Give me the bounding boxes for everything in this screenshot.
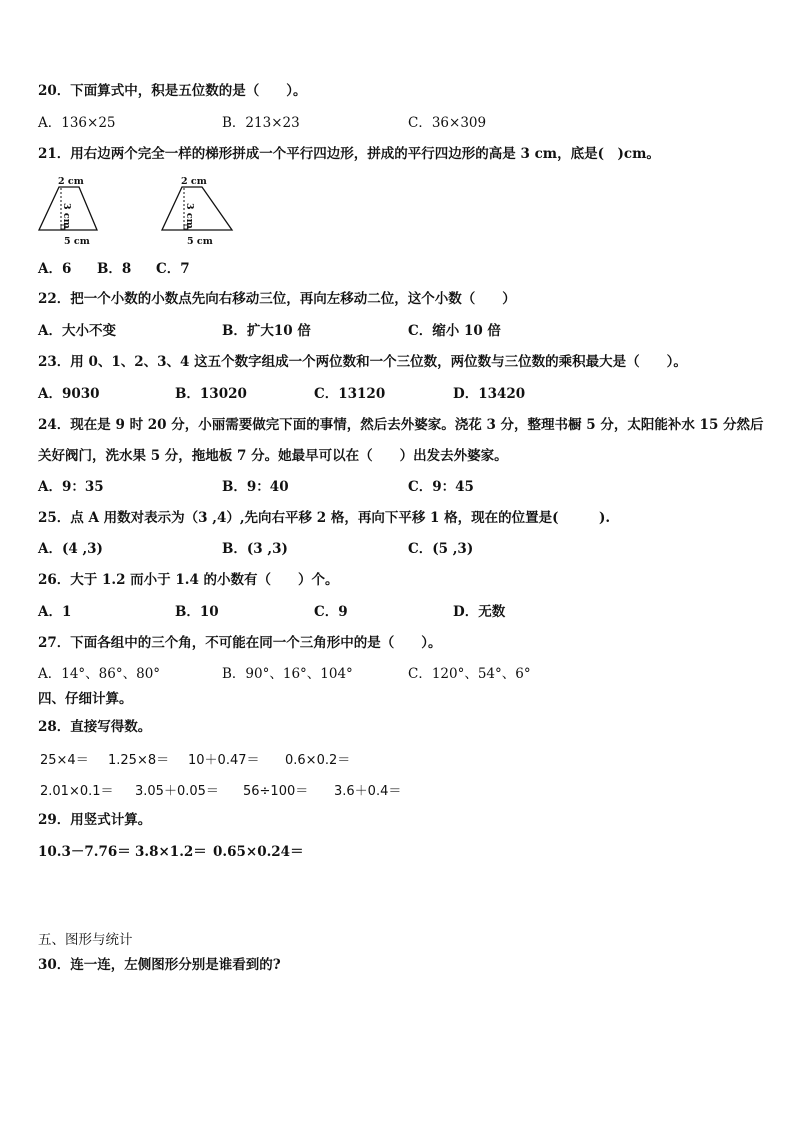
q23-stem: 23．用 0、1、2、3、4 这五个数字组成一个两位数和一个三位数，两位数与三位数的乘积最大是（ ）。: [38, 354, 687, 370]
q23-option-c[interactable]: C．13120: [314, 386, 386, 402]
q26-option-b[interactable]: B．10: [175, 604, 219, 620]
q26-option-c[interactable]: C．9: [314, 604, 348, 620]
q22-option-c[interactable]: C．缩小 10 倍: [408, 323, 501, 339]
q28-item-6: 3.05＋0.05＝: [135, 784, 219, 799]
q22-option-a[interactable]: A．大小不变: [38, 323, 116, 339]
q28-item-1: 25×4＝: [40, 753, 89, 768]
q27-option-a[interactable]: A．14°、86°、80°: [38, 666, 161, 682]
q28-item-3: 10＋0.47＝: [188, 753, 260, 768]
q26-option-d[interactable]: D．无数: [453, 604, 506, 620]
q23-option-a[interactable]: A．9030: [38, 386, 100, 402]
q26-stem: 26．大于 1.2 而小于 1.4 的小数有（ ）个。: [38, 572, 339, 588]
q23-option-b[interactable]: B．13020: [175, 386, 247, 402]
q22-option-b[interactable]: B．扩大10 倍: [222, 323, 311, 339]
trapezoid-1-bottom-label: 5 cm: [64, 236, 90, 247]
q28-item-2: 1.25×8＝: [108, 753, 170, 768]
q29-item-1: 10.3－7.76＝: [38, 844, 131, 860]
section-4-title: 四、仔细计算。: [38, 691, 133, 707]
q27-option-b[interactable]: B．90°、16°、104°: [222, 666, 353, 682]
q24-option-b[interactable]: B．9：40: [222, 479, 289, 495]
q28-item-7: 56÷100＝: [243, 784, 309, 799]
q21-stem: 21．用右边两个完全一样的梯形拼成一个平行四边形，拼成的平行四边形的高是 3 cm，底是( )cm。: [38, 146, 660, 162]
q28-item-8: 3.6＋0.4＝: [334, 784, 402, 799]
q28-stem: 28．直接写得数。: [38, 719, 152, 735]
trapezoid-figure-2: [157, 172, 237, 248]
trapezoid-1-top-label: 2 cm: [58, 176, 84, 187]
q28-item-4: 0.6×0.2＝: [285, 753, 351, 768]
q26-option-a[interactable]: A．1: [38, 604, 72, 620]
q29-stem: 29．用竖式计算。: [38, 812, 152, 828]
q25-option-a[interactable]: A．(4 ,3): [38, 541, 103, 557]
q24-stem-line-1: 24．现在是 9 时 20 分，小丽需要做完下面的事情，然后去外婆家。浇花 3 分，整理书橱 5 分，太阳能补水 15 分然后: [38, 417, 764, 433]
q21-option-a[interactable]: A．6: [38, 261, 72, 277]
q23-option-d[interactable]: D．13420: [453, 386, 526, 402]
q25-stem: 25．点 A 用数对表示为（3 ,4）,先向右平移 2 格，再向下平移 1 格，现在的位置是( ).: [38, 510, 611, 526]
q29-item-3: 0.65×0.24＝: [213, 844, 304, 860]
q30-stem: 30．连一连，左侧图形分别是谁看到的?: [38, 957, 281, 973]
q29-item-2: 3.8×1.2＝: [135, 844, 207, 860]
trapezoid-2-height-label: 3 cm: [184, 203, 195, 229]
q22-stem: 22．把一个小数的小数点先向右移动三位，再向左移动二位，这个小数（ ）: [38, 291, 516, 307]
q27-option-c[interactable]: C．120°、54°、6°: [408, 666, 531, 682]
q20-option-c[interactable]: C．36×309: [408, 115, 487, 131]
section-5-title: 五、图形与统计: [38, 932, 133, 948]
trapezoid-1-height-label: 3 cm: [61, 203, 72, 229]
q24-option-c[interactable]: C．9：45: [408, 479, 474, 495]
q24-stem-line-2: 关好阀门，洗水果 5 分，拖地板 7 分。她最早可以在（ ）出发去外婆家。: [38, 448, 508, 464]
q28-item-5: 2.01×0.1＝: [40, 784, 114, 799]
q24-option-a[interactable]: A．9：35: [38, 479, 104, 495]
q20-option-a[interactable]: A．136×25: [38, 115, 116, 131]
trapezoid-2-bottom-label: 5 cm: [187, 236, 213, 247]
q20-option-b[interactable]: B．213×23: [222, 115, 300, 131]
q21-option-b[interactable]: B．8: [97, 261, 132, 277]
q20-stem: 20．下面算式中，积是五位数的是（ ）。: [38, 83, 307, 99]
q21-option-c[interactable]: C．7: [156, 261, 190, 277]
trapezoid-2-top-label: 2 cm: [181, 176, 207, 187]
q25-option-b[interactable]: B．(3 ,3): [222, 541, 288, 557]
trapezoid-figure-1: [34, 172, 109, 248]
q25-option-c[interactable]: C．(5 ,3): [408, 541, 474, 557]
q27-stem: 27．下面各组中的三个角，不可能在同一个三角形中的是（ ）。: [38, 635, 442, 651]
